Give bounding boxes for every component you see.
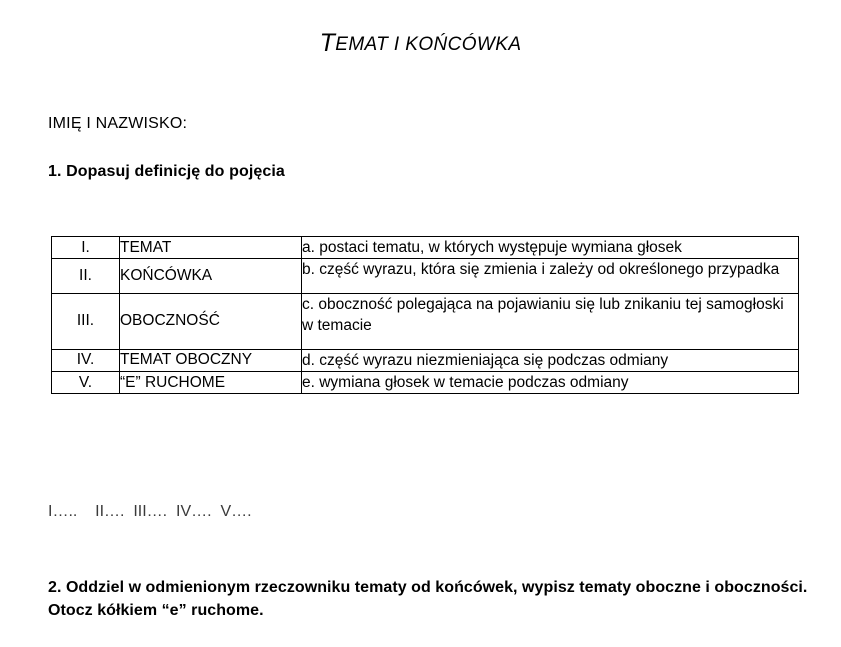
row-numeral: II. [52,259,120,293]
page-title [0,29,841,57]
table-row [52,259,799,293]
title-initial-letter: T [319,29,336,57]
row-definition: b. część wyrazu, która się zmienia i zależy od określonego przypadka [302,259,799,293]
row-numeral: III. [52,293,120,349]
row-term: TEMAT OBOCZNY [120,349,302,371]
row-numeral: V. [52,371,120,393]
row-definition: d. część wyrazu niezmieniająca się podczas odmiany [302,349,799,371]
table-row [52,237,799,259]
task-1-heading: 1. Dopasuj definicję do pojęcia [48,163,285,180]
row-definition: a. postaci tematu, w których występuje wymiana głosek [302,237,799,259]
row-definition: e. wymiana głosek w temacie podczas odmiany [302,371,799,393]
row-term: TEMAT [120,237,302,259]
student-name-label: IMIĘ I NAZWISKO: [48,115,188,132]
row-term: “E” RUCHOME [120,371,302,393]
row-definition: c. oboczność polegająca na pojawianiu się lub znikaniu tej samogłoski w temacie [302,293,799,349]
row-term: KOŃCÓWKA [120,259,302,293]
table-row [52,371,799,393]
task-2-instructions: 2. Oddziel w odmienionym rzeczowniku tematy od końcówek, wypisz tematy oboczne i oboczności. Otocz kółkiem “e” ruchome. [48,579,808,620]
row-numeral: I. [52,237,120,259]
row-numeral: IV. [52,349,120,371]
matching-table-body [52,237,799,394]
title-remainder: EMAT I KOŃCÓWKA [335,34,522,55]
row-term: OBOCZNOŚĆ [120,293,302,349]
matching-table [51,236,799,394]
table-row [52,293,799,349]
table-row [52,349,799,371]
answer-blanks-line[interactable]: I….. II…. III…. IV…. V…. [48,503,252,520]
